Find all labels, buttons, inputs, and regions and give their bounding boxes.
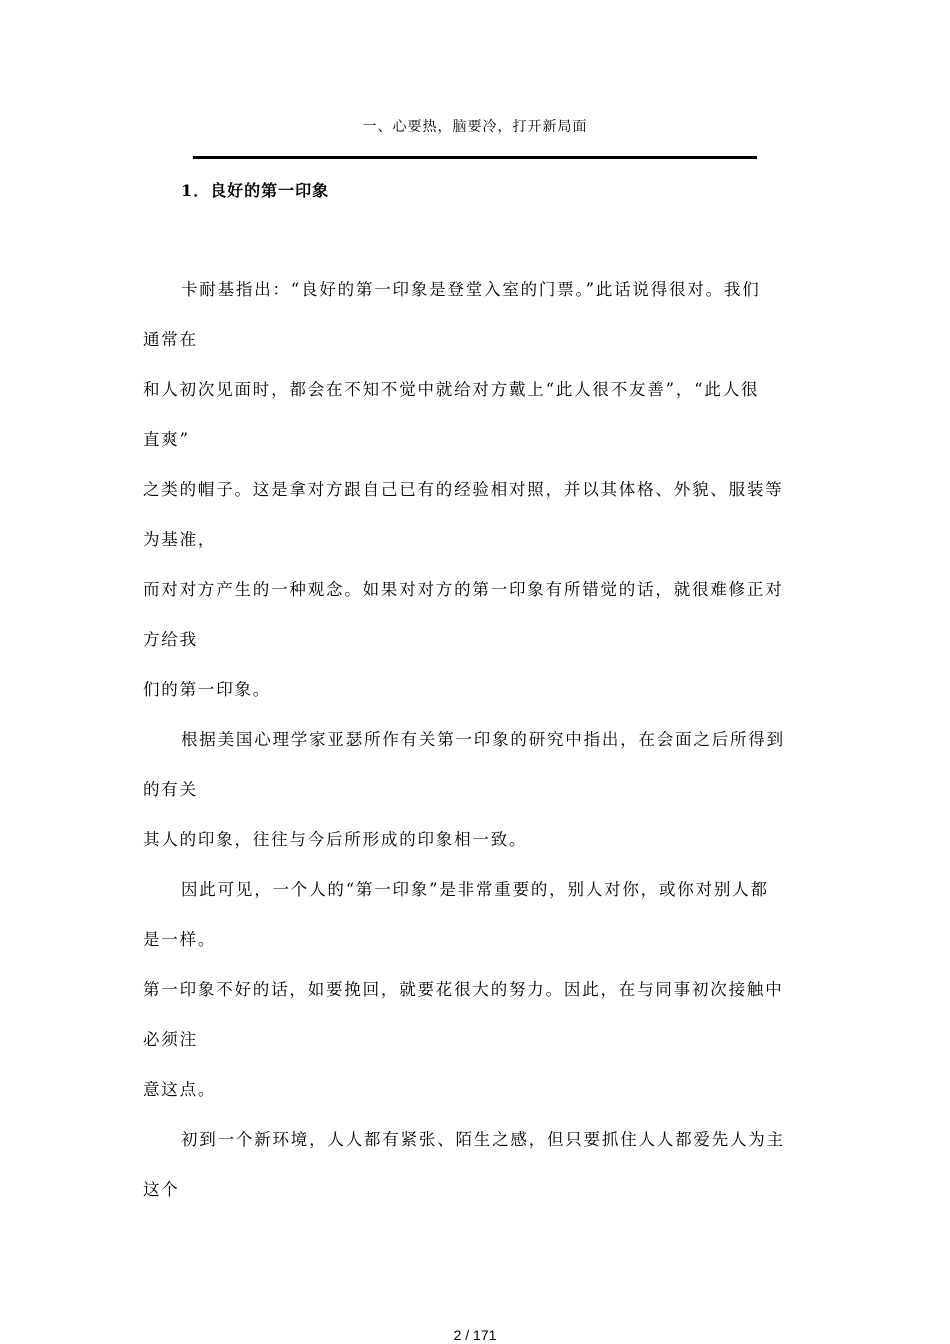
header-rule [193, 156, 757, 159]
text-line: 必须注 [143, 1030, 198, 1049]
text-line: 卡耐基指出：“良好的第一印象是登堂入室的门票。”此话说得很对。我们 [181, 280, 761, 299]
text-line: 和人初次见面时，都会在不知不觉中就给对方戴上“此人很不友善”，“此人很 [143, 380, 760, 399]
text-line: 意这点。 [143, 1080, 217, 1099]
text-line: 的有关 [143, 780, 198, 799]
text-line: 之类的帽子。这是拿对方跟自己已有的经验相对照，并以其体格、外貌、服装等 [143, 480, 784, 499]
text-line: 根据美国心理学家亚瑟所作有关第一印象的研究中指出，在会面之后所得到 [181, 730, 785, 749]
text-line: 第一印象不好的话，如要挽回，就要花很大的努力。因此，在与同事初次接触中 [143, 980, 784, 999]
text-line: 为基准， [143, 530, 217, 549]
text-line: 初到一个新环境，人人都有紧张、陌生之感，但只要抓住人人都爱先人为主 [181, 1130, 785, 1149]
text-line: 而对对方产生的一种观念。如果对对方的第一印象有所错觉的话，就很难修正对 [143, 580, 784, 599]
section-heading: 1．良好的第一印象 [181, 181, 330, 200]
text-line: 因此可见，一个人的“第一印象”是非常重要的，别人对你，或你对别人都 [181, 880, 769, 899]
running-header: 一、心要热，脑要冷，打开新局面 [362, 119, 588, 135]
text-line: 这个 [143, 1180, 180, 1199]
body-text [143, 265, 823, 1215]
text-line: 通常在 [143, 330, 198, 349]
text-line: 们的第一印象。 [143, 680, 272, 699]
text-line: 直爽” [143, 430, 190, 449]
page-number: 2 / 171 [453, 1327, 497, 1343]
text-line: 其人的印象，往往与今后所形成的印象相一致。 [143, 830, 528, 849]
text-line: 方给我 [143, 630, 198, 649]
text-line: 是一样。 [143, 930, 217, 949]
